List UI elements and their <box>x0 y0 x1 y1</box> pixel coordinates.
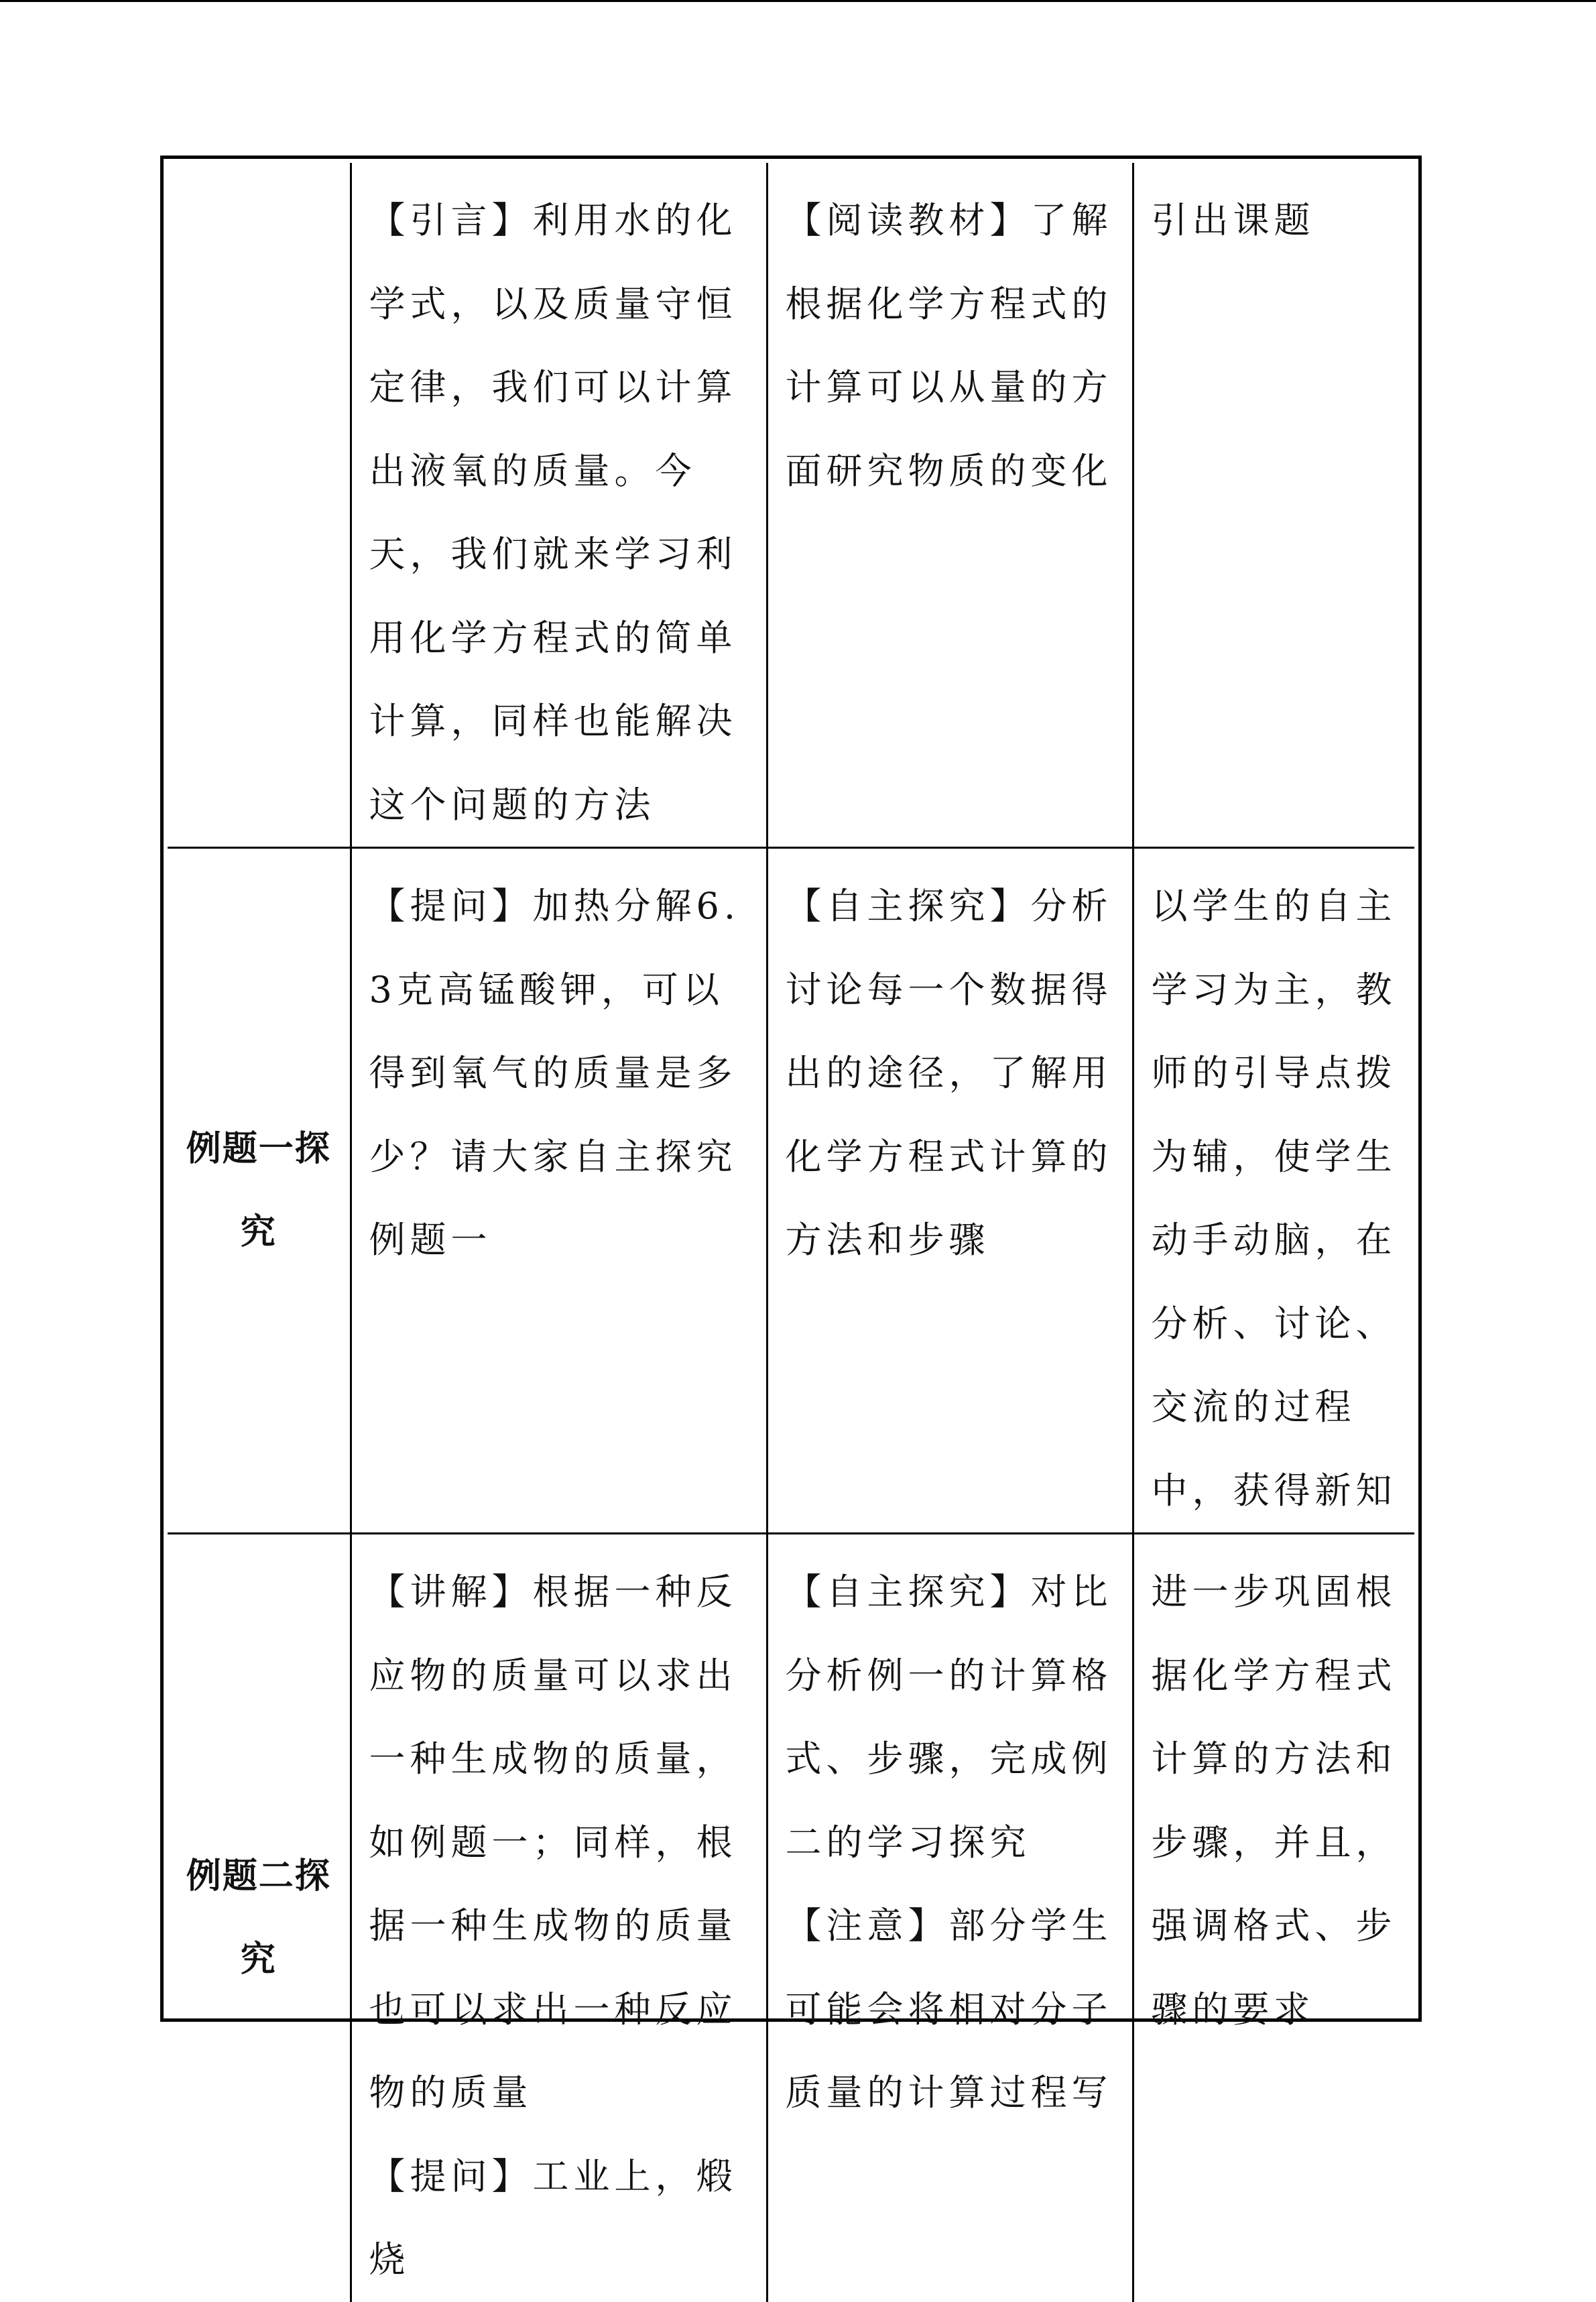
student-activity-cell <box>767 848 1133 1534</box>
stage-cell: 例题一探究 <box>168 848 351 1534</box>
design-intent-cell <box>1133 163 1414 848</box>
cell-paragraph: 【提问】加热分解6.3克高锰酸钾，可以得到氧气的质量是多少？请大家自主探究例题一 <box>369 885 741 1261</box>
cell-paragraph: 【提问】工业上，煅烧 <box>369 2155 737 2281</box>
teacher-activity-cell <box>351 848 767 1534</box>
lesson-plan-table <box>168 163 1414 2302</box>
stage-cell <box>168 163 351 848</box>
lesson-plan-table-frame <box>160 156 1422 2281</box>
cell-paragraph: 【阅读教材】了解根据化学方程式的计算可以从量的方面研究物质的变化 <box>785 199 1113 492</box>
stage-cell: 例题二探究 <box>168 1534 351 2302</box>
cell-paragraph: 【自主探究】分析讨论每一个数据得出的途径，了解用化学方程式计算的方法和步骤 <box>785 885 1113 1261</box>
cell-paragraph: 【注意】部分学生可能会将相对分子质量的计算过程写 <box>785 1904 1113 2114</box>
teacher-activity-cell <box>351 163 767 848</box>
design-intent-cell <box>1133 1534 1414 2302</box>
cell-paragraph: 【自主探究】对比分析例一的计算格式、步骤，完成例二的学习探究 <box>785 1571 1113 1864</box>
page-top-rule <box>0 0 1596 2</box>
design-intent-cell <box>1133 848 1414 1534</box>
cell-paragraph: 引出课题 <box>1151 199 1315 241</box>
table-row <box>168 163 1414 848</box>
cell-paragraph: 以学生的自主学习为主，教师的引导点拨为辅，使学生动手动脑，在分析、讨论、交流的过程中，获得新知 <box>1151 885 1397 1512</box>
student-activity-cell <box>767 163 1133 848</box>
teacher-activity-cell <box>351 1534 767 2302</box>
table-row <box>168 1534 1414 2302</box>
cell-paragraph: 【讲解】根据一种反应物的质量可以求出一种生成物的质量，如例题一；同样，根据一种生成物的质量也可以求出一种反应物的质量 <box>369 1571 737 2114</box>
table-row <box>168 848 1414 1534</box>
student-activity-cell <box>767 1534 1133 2302</box>
cell-paragraph: 【引言】利用水的化学式，以及质量守恒定律，我们可以计算出液氧的质量。今天，我们就来学习利用化学方程式的简单计算，同样也能解决这个问题的方法 <box>369 199 737 826</box>
cell-paragraph: 进一步巩固根据化学方程式计算的方法和步骤，并且，强调格式、步骤的要求 <box>1151 1571 1397 2031</box>
